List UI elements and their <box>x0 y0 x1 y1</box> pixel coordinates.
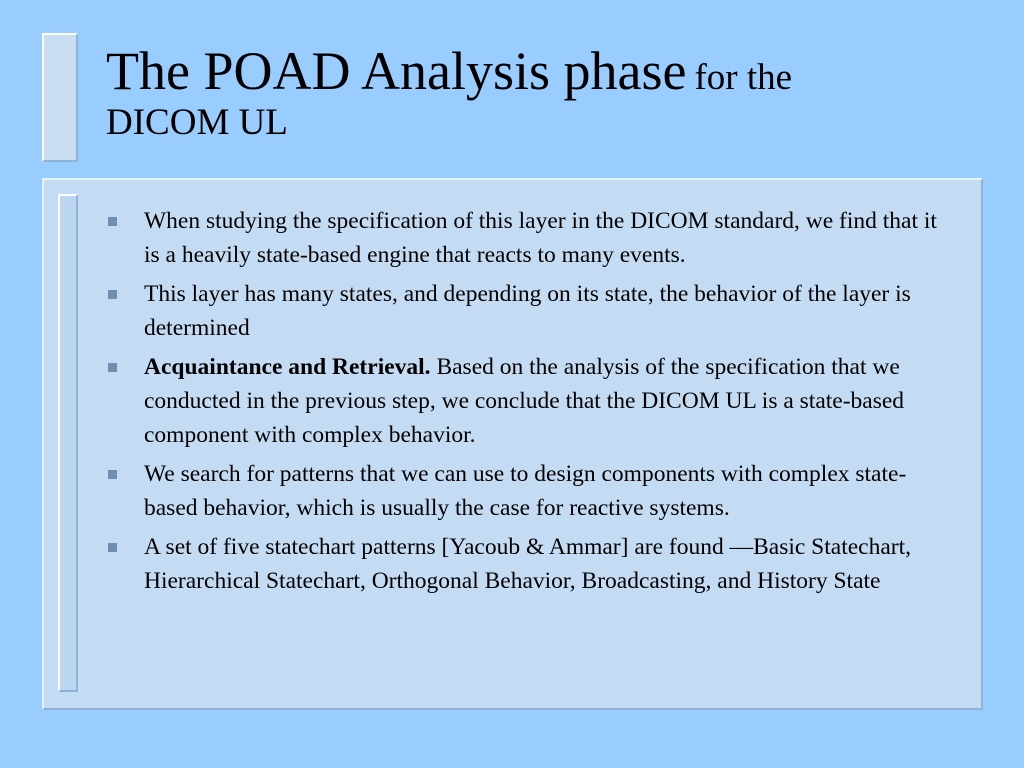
square-bullet-icon <box>108 217 117 226</box>
content-accent-bar <box>58 194 78 692</box>
square-bullet-icon <box>108 470 117 479</box>
bullet-item <box>104 350 950 452</box>
slide-title-main: The POAD Analysis phase <box>106 41 687 101</box>
slide-title <box>106 41 986 143</box>
slide-title-sub: for the <box>694 57 793 98</box>
square-bullet-icon <box>108 290 117 299</box>
bullet-list <box>104 204 950 603</box>
bullet-bold-lead: Acquaintance and Retrieval. <box>144 354 431 380</box>
bullet-text: Based on the analysis of the specification that we conducted in the previous step, we conclude that the DICOM UL is a state-based component with complex behavior. <box>144 354 905 448</box>
bullet-text: When studying the specification of this layer in the DICOM standard, we find that it is a heavily state-based engine that reacts to many events. <box>144 208 937 268</box>
bullet-item <box>104 457 950 525</box>
bullet-text: We search for patterns that we can use to design components with complex state-based behavior, which is usually the case for reactive systems. <box>144 461 907 521</box>
bullet-item <box>104 277 950 345</box>
square-bullet-icon <box>108 363 117 372</box>
slide-title-line2: DICOM UL <box>106 102 288 143</box>
bullet-item <box>104 204 950 272</box>
bullet-text: A set of five statechart patterns [Yacoub & Ammar] are found —Basic Statechart, Hierarchical Statechart, Orthogonal Behavior, Broadcasting, and History State <box>144 534 912 594</box>
bullet-text: This layer has many states, and depending on its state, the behavior of the layer is determined <box>144 281 911 341</box>
square-bullet-icon <box>108 543 117 552</box>
title-accent-bar <box>42 33 78 162</box>
bullet-item <box>104 530 950 598</box>
